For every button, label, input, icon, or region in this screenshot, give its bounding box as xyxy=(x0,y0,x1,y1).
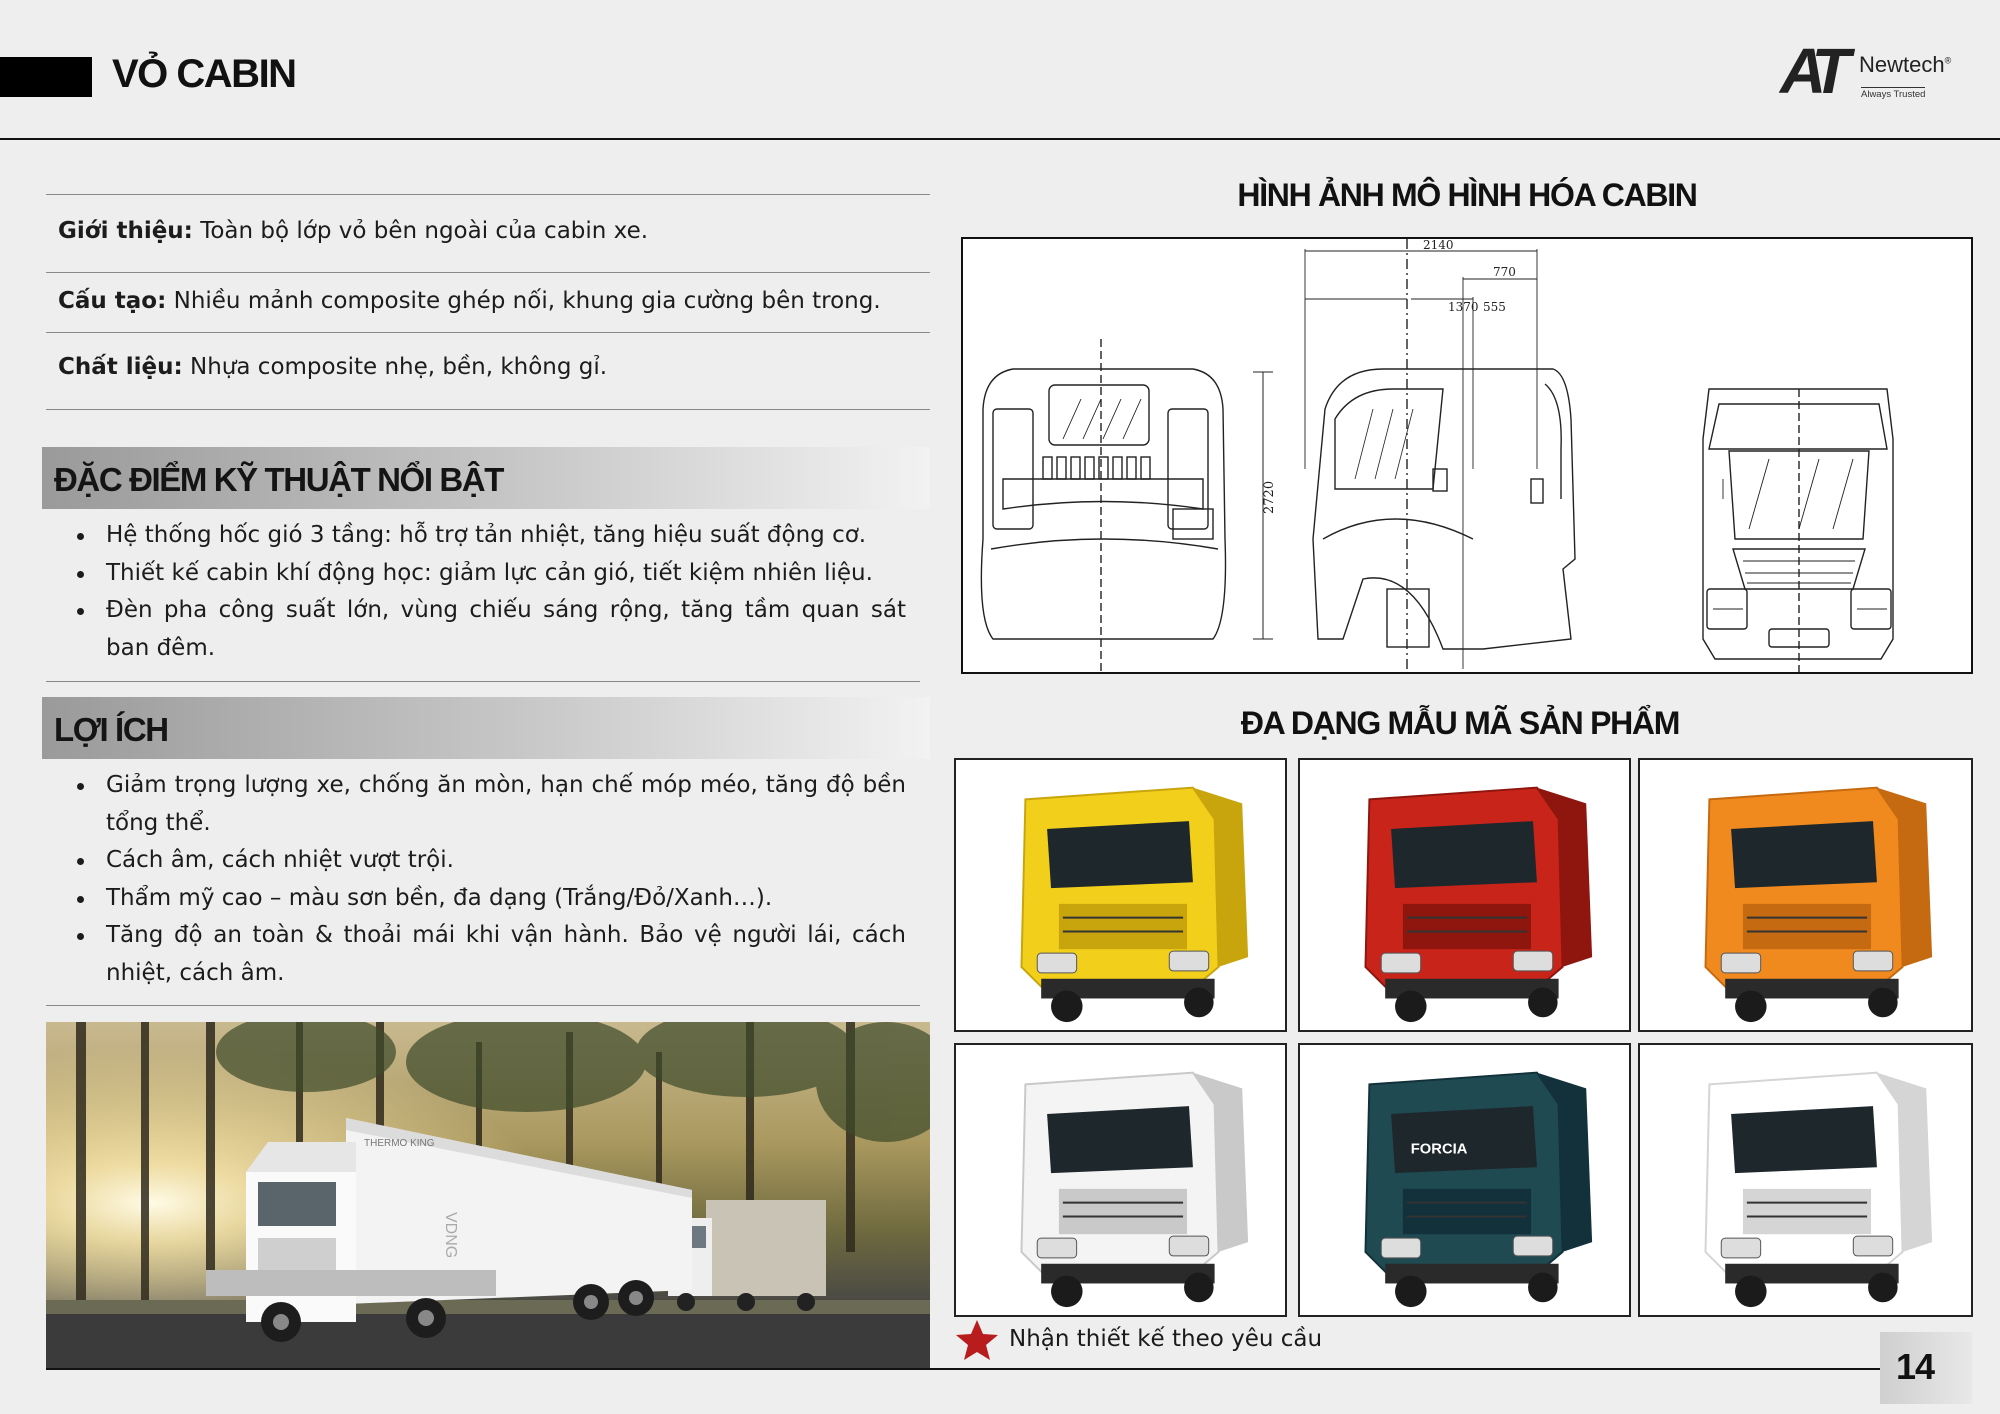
features-divider xyxy=(46,681,920,682)
dimension-total-width: 2140 xyxy=(1423,239,1454,252)
page-title: VỎ CABIN xyxy=(112,52,296,96)
models-title: ĐA DẠNG MẪU MÃ SẢN PHẨM xyxy=(1240,705,1680,741)
cabin-drawing-views xyxy=(963,239,1971,672)
intro-value: Toàn bộ lớp vỏ bên ngoài của cabin xe. xyxy=(192,218,649,244)
red-cabin-image xyxy=(1300,760,1629,1030)
footer-divider xyxy=(46,1368,1972,1370)
benefits-heading xyxy=(42,697,930,759)
newtech-logo xyxy=(1780,36,1960,106)
benefits-divider xyxy=(46,1005,920,1006)
logo-mark: AT xyxy=(1780,35,1841,107)
truck-road-photo xyxy=(46,1022,930,1370)
model-tile-forcia-cabin xyxy=(1298,1043,1631,1317)
model-tile-orange-cabin xyxy=(1638,758,1973,1032)
logo-name-text: Newtech xyxy=(1859,52,1945,77)
registered-mark: ® xyxy=(1944,55,1952,66)
raw-cabin-shell-image xyxy=(1640,1045,1971,1315)
features-heading xyxy=(42,447,930,509)
intro-row-material xyxy=(46,332,930,410)
header-accent-bar xyxy=(0,57,92,97)
benefits-heading-text: LỢI ÍCH xyxy=(54,711,168,748)
page-number: 14 xyxy=(1896,1346,1935,1387)
yellow-cabin-image xyxy=(956,760,1285,1030)
benefits-list xyxy=(70,767,906,992)
truck-side-text: VDNG xyxy=(442,1212,459,1259)
rear-vent-slots xyxy=(1043,457,1150,479)
intro-row-structure xyxy=(46,272,930,332)
model-tile-raw-cabin-shell xyxy=(1638,1043,1973,1317)
intro-label: Chất liệu: xyxy=(58,354,183,380)
benefit-item: Cách âm, cách nhiệt vượt trội. xyxy=(70,842,906,880)
dimension-rear-part: 770 xyxy=(1493,265,1516,279)
star-icon xyxy=(954,1318,1000,1362)
dimension-mid-part: 555 xyxy=(1483,300,1506,314)
features-heading-text: ĐẶC ĐIỂM KỸ THUẬT NỔI BẬT xyxy=(54,461,503,498)
truck-photo-illustration xyxy=(46,1022,930,1370)
forcia-cabin-image xyxy=(1300,1045,1629,1315)
benefit-item: Tăng độ an toàn & thoải mái khi vận hành. Bảo vệ người lái, cách nhiệt, cách âm. xyxy=(70,917,906,992)
intro-row-introduction xyxy=(46,194,930,272)
drawing-title: HÌNH ẢNH MÔ HÌNH HÓA CABIN xyxy=(1237,177,1697,213)
features-list xyxy=(70,517,906,667)
forcia-badge-text: FORCIA xyxy=(1410,1141,1468,1158)
feature-item: Thiết kế cabin khí động học: giảm lực cản gió, tiết kiệm nhiên liệu. xyxy=(70,555,906,593)
intro-label: Cấu tạo: xyxy=(58,288,167,314)
intro-label: Giới thiệu: xyxy=(58,218,193,244)
truck-brand-text: THERMO KING xyxy=(364,1138,435,1149)
feature-item: Đèn pha công suất lớn, vùng chiếu sáng rộng, tăng tầm quan sát ban đêm. xyxy=(70,592,906,667)
cabin-rear-view xyxy=(981,339,1277,672)
intro-row-text xyxy=(46,333,930,381)
benefit-item: Thẩm mỹ cao – màu sơn bền, đa dạng (Trắng/Đỏ/Xanh…). xyxy=(70,880,906,918)
header-divider xyxy=(0,138,2000,140)
dimension-front-part: 1370 xyxy=(1448,300,1479,314)
logo-tagline: Always Trusted xyxy=(1861,89,1926,100)
intro-value: Nhiều mảnh composite ghép nối, khung gia cường bên trong. xyxy=(166,288,881,314)
cabin-technical-drawing xyxy=(961,237,1973,674)
intro-row-text xyxy=(46,195,930,245)
intro-value: Nhựa composite nhẹ, bền, không gỉ. xyxy=(182,354,608,380)
cabin-side-view xyxy=(1305,239,1575,672)
benefit-item: Giảm trọng lượng xe, chống ăn mòn, hạn chế móp méo, tăng độ bền tổng thể. xyxy=(70,767,906,842)
logo-name xyxy=(1859,52,1951,78)
model-tile-yellow-cabin xyxy=(954,758,1287,1032)
white-cabin-image xyxy=(956,1045,1285,1315)
custom-design-note: Nhận thiết kế theo yêu cầu xyxy=(1009,1326,1323,1352)
orange-cabin-image xyxy=(1640,760,1971,1030)
intro-row-text xyxy=(46,273,930,315)
page-number-box xyxy=(1880,1332,1972,1404)
feature-item: Hệ thống hốc gió 3 tầng: hỗ trợ tản nhiệt, tăng hiệu suất động cơ. xyxy=(70,517,906,555)
cabin-front-view xyxy=(1703,389,1893,672)
model-tile-white-cabin xyxy=(954,1043,1287,1317)
model-tile-red-cabin xyxy=(1298,758,1631,1032)
dimension-height: 2720 xyxy=(1262,480,1277,514)
